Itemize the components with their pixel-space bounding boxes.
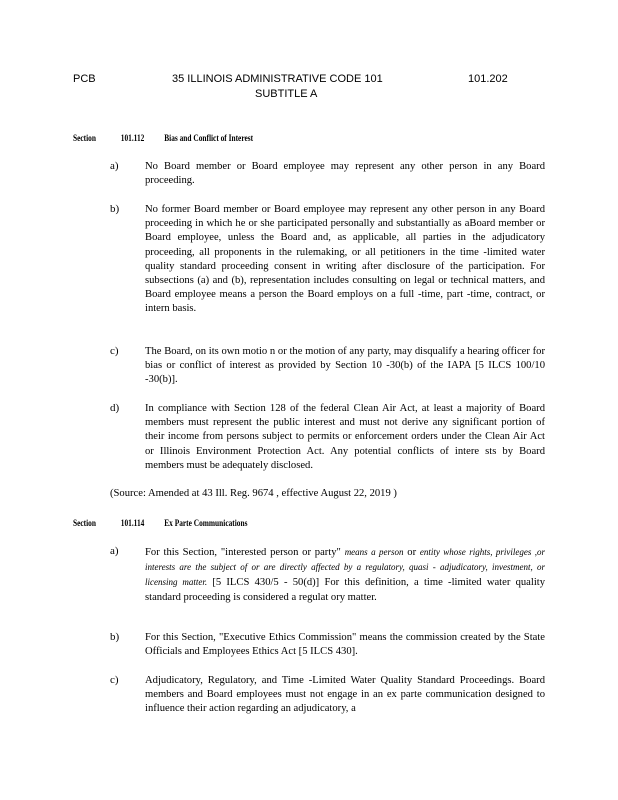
- header-center-line2: SUBTITLE A: [255, 88, 318, 100]
- paragraph-114-a: [145, 545, 545, 605]
- statutory-italic-text: entity whose rights, privileges ,or interests are the subject of or are directly affected by a regulatory, quasi - adjudicatory, investment, or licensing matter.: [145, 547, 545, 588]
- paragraph-112-d: In compliance with Section 128 of the federal Clean Air Act, at least a majority of Board members must represent the public interest and must not derive any significant portion of their income from persons subject to permits or enforcement orders under the Clean Air Act or Illinois Environment Protection Act. Any potential conflicts of intere sts by Board members must be adequately disclosed.: [145, 403, 545, 471]
- item-label-b: b): [110, 203, 120, 215]
- paragraph-114-c: Adjudicatory, Regulatory, and Time -Limited Water Quality Standard Proceedings. Board members and Board employees must not engage in an ex parte communication designed to influence their action regarding an adjudicatory, a: [145, 675, 545, 715]
- paragraph-112-b: No former Board member or Board employee may represent any other person in any Board proceeding in which he or she participated personally and substantially as aBoard member or Board employee, unless the Board and, as applicable, all parties in the adjudicatory proceeding, all proponents in the rulemaking, or all petitioners in the time -limited water quality standard proceeding consent in writing after disclosure of the participation. For subsections (a) and (b), representation includes consulting on legal or technical matters, and Board employee means a person the Board employs on a full -time, part -time, contract, or intern basis.: [145, 204, 545, 315]
- statutory-italic-text: means a person: [344, 547, 404, 557]
- or-word: or: [403, 547, 420, 558]
- paragraph-112-c: The Board, on its own motio n or the motion of any party, may disqualify a hearing officer for bias or conflict of interest as provided by Section 10 -30(b) of the IAPA [5 ILCS 100/10 -30(b)].: [145, 346, 545, 386]
- definition-lead: For this Section, "interested person or party": [145, 547, 341, 558]
- item-label-a: a): [110, 160, 119, 172]
- section-label: Section: [73, 518, 96, 528]
- section-number: 101.114: [120, 518, 145, 528]
- definition-tail: [5 ILCS 430/5 - 50(d)] For this definition, a time -limited water quality standard proceeding is considered a regulat ory matter.: [145, 577, 546, 603]
- item-label-c: c): [110, 345, 119, 357]
- item-label-b: b): [110, 631, 120, 643]
- section-label: Section: [73, 133, 96, 143]
- section-number: 101.112: [120, 133, 145, 143]
- item-label-c: c): [110, 674, 119, 686]
- item-label-d: d): [110, 402, 120, 414]
- section-title: Bias and Conflict of Interest: [164, 133, 254, 143]
- source-note: (Source: Amended at 43 Ill. Reg. 9674 , effective August 22, 2019 ): [110, 488, 397, 499]
- item-label-a: a): [110, 545, 119, 557]
- header-left: PCB: [73, 73, 96, 85]
- section-heading-101-114: [73, 518, 247, 528]
- section-title: Ex Parte Communications: [164, 518, 248, 528]
- header-right: 101.202: [468, 73, 508, 85]
- paragraph-114-b: For this Section, "Executive Ethics Commission" means the commission created by the State Officials and Employees Ethics Act [5 ILCS 430].: [145, 632, 545, 658]
- header-center-line1: 35 ILLINOIS ADMINISTRATIVE CODE 101: [172, 73, 383, 85]
- section-heading-101-112: [73, 133, 253, 143]
- paragraph-112-a: No Board member or Board employee may represent any other person in any Board proceeding.: [145, 161, 545, 187]
